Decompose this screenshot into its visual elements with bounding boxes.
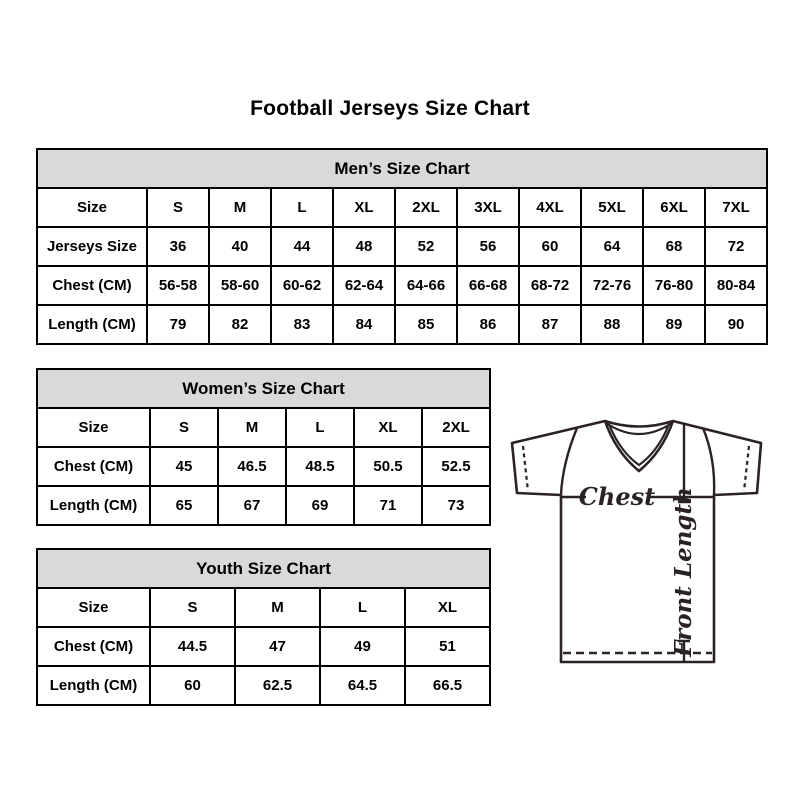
value-cell: XL (333, 188, 395, 227)
value-cell: 47 (235, 627, 320, 666)
value-cell: 60 (150, 666, 235, 705)
value-cell: 62-64 (333, 266, 395, 305)
value-cell: 68 (643, 227, 705, 266)
value-cell: 66-68 (457, 266, 519, 305)
value-cell: 64-66 (395, 266, 457, 305)
value-cell: 40 (209, 227, 271, 266)
value-cell: 90 (705, 305, 767, 344)
value-cell: 49 (320, 627, 405, 666)
value-cell: M (218, 408, 286, 447)
value-cell: S (147, 188, 209, 227)
value-cell: 79 (147, 305, 209, 344)
value-cell: 44 (271, 227, 333, 266)
page-title: Football Jerseys Size Chart (250, 97, 530, 120)
value-cell: 2XL (422, 408, 490, 447)
value-cell: 56 (457, 227, 519, 266)
table-row (37, 266, 767, 305)
table-row (37, 447, 490, 486)
value-cell: 86 (457, 305, 519, 344)
value-cell: 67 (218, 486, 286, 525)
table-title-row (37, 549, 490, 588)
value-cell: L (271, 188, 333, 227)
table-row (37, 588, 490, 627)
table-row (37, 305, 767, 344)
value-cell: 60 (519, 227, 581, 266)
value-cell: 68-72 (519, 266, 581, 305)
front-length-label: Front Length (670, 487, 697, 657)
value-cell: 62.5 (235, 666, 320, 705)
value-cell: 46.5 (218, 447, 286, 486)
value-cell: 7XL (705, 188, 767, 227)
youth-size-table (36, 548, 491, 706)
value-cell: 80-84 (705, 266, 767, 305)
value-cell: 6XL (643, 188, 705, 227)
table-title: Men’s Size Chart (37, 149, 767, 188)
table-row (37, 227, 767, 266)
value-cell: 83 (271, 305, 333, 344)
value-cell: 64.5 (320, 666, 405, 705)
table-row (37, 188, 767, 227)
row-label-cell: Size (37, 408, 150, 447)
value-cell: 64 (581, 227, 643, 266)
row-label-cell: Chest (CM) (37, 627, 150, 666)
value-cell: 44.5 (150, 627, 235, 666)
value-cell: XL (405, 588, 490, 627)
value-cell: 52.5 (422, 447, 490, 486)
jersey-measurement-diagram (496, 398, 768, 670)
value-cell: 65 (150, 486, 218, 525)
value-cell: 71 (354, 486, 422, 525)
value-cell: 82 (209, 305, 271, 344)
value-cell: 48 (333, 227, 395, 266)
row-label-cell: Size (37, 188, 147, 227)
value-cell: 85 (395, 305, 457, 344)
value-cell: 56-58 (147, 266, 209, 305)
value-cell: 36 (147, 227, 209, 266)
value-cell: XL (354, 408, 422, 447)
value-cell: 72-76 (581, 266, 643, 305)
value-cell: 69 (286, 486, 354, 525)
value-cell: M (235, 588, 320, 627)
row-label-cell: Length (CM) (37, 666, 150, 705)
table-row (37, 408, 490, 447)
value-cell: 76-80 (643, 266, 705, 305)
value-cell: S (150, 588, 235, 627)
value-cell: 2XL (395, 188, 457, 227)
table-title: Women’s Size Chart (37, 369, 490, 408)
table-row (37, 627, 490, 666)
chest-label: Chest (578, 482, 656, 511)
value-cell: S (150, 408, 218, 447)
row-label-cell: Length (CM) (37, 486, 150, 525)
value-cell: 52 (395, 227, 457, 266)
table-title: Youth Size Chart (37, 549, 490, 588)
mens-size-table (36, 148, 768, 345)
value-cell: 45 (150, 447, 218, 486)
jersey-outline (512, 421, 761, 662)
value-cell: L (320, 588, 405, 627)
value-cell: 88 (581, 305, 643, 344)
table-title-row (37, 149, 767, 188)
value-cell: 4XL (519, 188, 581, 227)
value-cell: 58-60 (209, 266, 271, 305)
value-cell: 3XL (457, 188, 519, 227)
value-cell: 60-62 (271, 266, 333, 305)
row-label-cell: Size (37, 588, 150, 627)
value-cell: M (209, 188, 271, 227)
value-cell: 66.5 (405, 666, 490, 705)
value-cell: 50.5 (354, 447, 422, 486)
row-label-cell: Chest (CM) (37, 266, 147, 305)
womens-size-table (36, 368, 491, 526)
value-cell: 5XL (581, 188, 643, 227)
table-row (37, 666, 490, 705)
value-cell: 72 (705, 227, 767, 266)
value-cell: L (286, 408, 354, 447)
value-cell: 87 (519, 305, 581, 344)
value-cell: 51 (405, 627, 490, 666)
value-cell: 73 (422, 486, 490, 525)
row-label-cell: Chest (CM) (37, 447, 150, 486)
value-cell: 89 (643, 305, 705, 344)
table-row (37, 486, 490, 525)
row-label-cell: Length (CM) (37, 305, 147, 344)
value-cell: 84 (333, 305, 395, 344)
table-title-row (37, 369, 490, 408)
row-label-cell: Jerseys Size (37, 227, 147, 266)
value-cell: 48.5 (286, 447, 354, 486)
